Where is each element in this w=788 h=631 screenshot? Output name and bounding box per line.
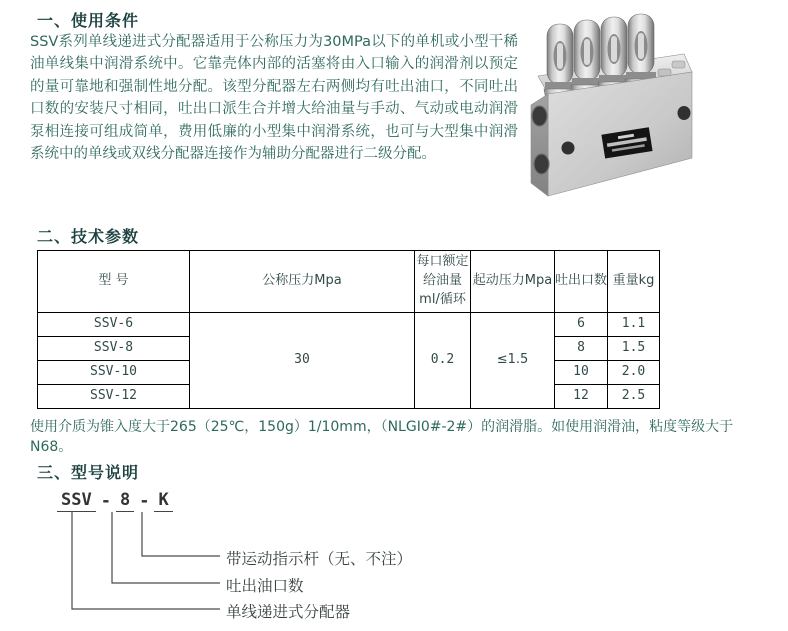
cell-start-pressure: ≤1.5 <box>471 313 555 409</box>
cell-model: SSV-6 <box>38 313 190 337</box>
callout-distributor-type: 单线递进式分配器 <box>226 603 351 621</box>
callout-outlet-count: 吐出油口数 <box>226 577 304 595</box>
indicator-valve-1 <box>544 24 576 100</box>
front-hole-left <box>562 142 575 155</box>
table-row <box>38 313 660 337</box>
code-dash: - <box>139 491 150 511</box>
cell-model: SSV-8 <box>38 337 190 361</box>
cell-weight: 1.1 <box>608 313 660 337</box>
cell-weight: 2.0 <box>608 361 660 385</box>
callout-indicator-rod: 带运动指示杆（无、不注） <box>226 550 413 568</box>
col-header-outlets: 吐出口数 <box>555 251 608 313</box>
ssv-distributor-illustration <box>518 12 788 210</box>
cell-model: SSV-10 <box>38 361 190 385</box>
cell-outlets: 12 <box>555 385 608 409</box>
code-part-ssv: SSV <box>57 490 96 512</box>
section1-paragraph: SSV系列单线递进式分配器适用于公称压力为30MPa以下的单机或小型干稀油单线集中润滑系统中。它靠壳体内部的活塞将由入口输入的润滑剂以预定的量可靠地和强制性地分配。该型分配器左右两侧均有吐出油口，不同吐出口数的安装尺寸相同，吐出口派生合并增大给油量与手动、气动或电动润滑泵相连接可组成简单，费用低廉的小型集中润滑系统，也可与大型集中润滑系统中的单线或双线分配器连接作为辅助分配器进行二级分配。 <box>30 34 518 163</box>
col-header-start-pressure: 起动压力Mpa <box>471 251 555 313</box>
section2-heading: 二、技术参数 <box>37 227 140 246</box>
code-part-indicator: K <box>154 490 172 512</box>
side-port-top <box>532 106 547 126</box>
cell-oil-per-port: 0.2 <box>415 313 471 409</box>
cell-weight: 2.5 <box>608 385 660 409</box>
section1-heading: 一、使用条件 <box>37 11 140 30</box>
spec-table <box>37 250 660 409</box>
cell-outlets: 10 <box>555 361 608 385</box>
col-header-weight: 重量kg <box>608 251 660 313</box>
cell-outlets: 6 <box>555 313 608 337</box>
header-row <box>38 251 660 313</box>
cell-weight: 1.5 <box>608 337 660 361</box>
code-dash: - <box>100 491 111 511</box>
cell-nominal-pressure: 30 <box>190 313 415 409</box>
front-hole-right <box>678 106 691 120</box>
cell-outlets: 8 <box>555 337 608 361</box>
col-header-oil-per-port: 每口额定给油量ml/循环 <box>415 251 471 313</box>
col-header-model: 型 号 <box>38 251 190 313</box>
product-photo <box>518 12 788 210</box>
section3-heading: 三、型号说明 <box>37 463 140 482</box>
code-part-outlets: 8 <box>116 490 134 512</box>
table-note: 使用介质为锥入度大于265（25℃，150g）1/10mm，（NLGI0#-2#）的润滑脂。如使用润滑油，粘度等级大于N68。 <box>30 419 734 455</box>
cell-model: SSV-12 <box>38 385 190 409</box>
side-port-bottom <box>534 154 549 174</box>
top-plug-2 <box>672 61 685 68</box>
top-plug-1 <box>658 69 671 76</box>
col-header-nominal-pressure: 公称压力Mpa <box>190 251 415 313</box>
